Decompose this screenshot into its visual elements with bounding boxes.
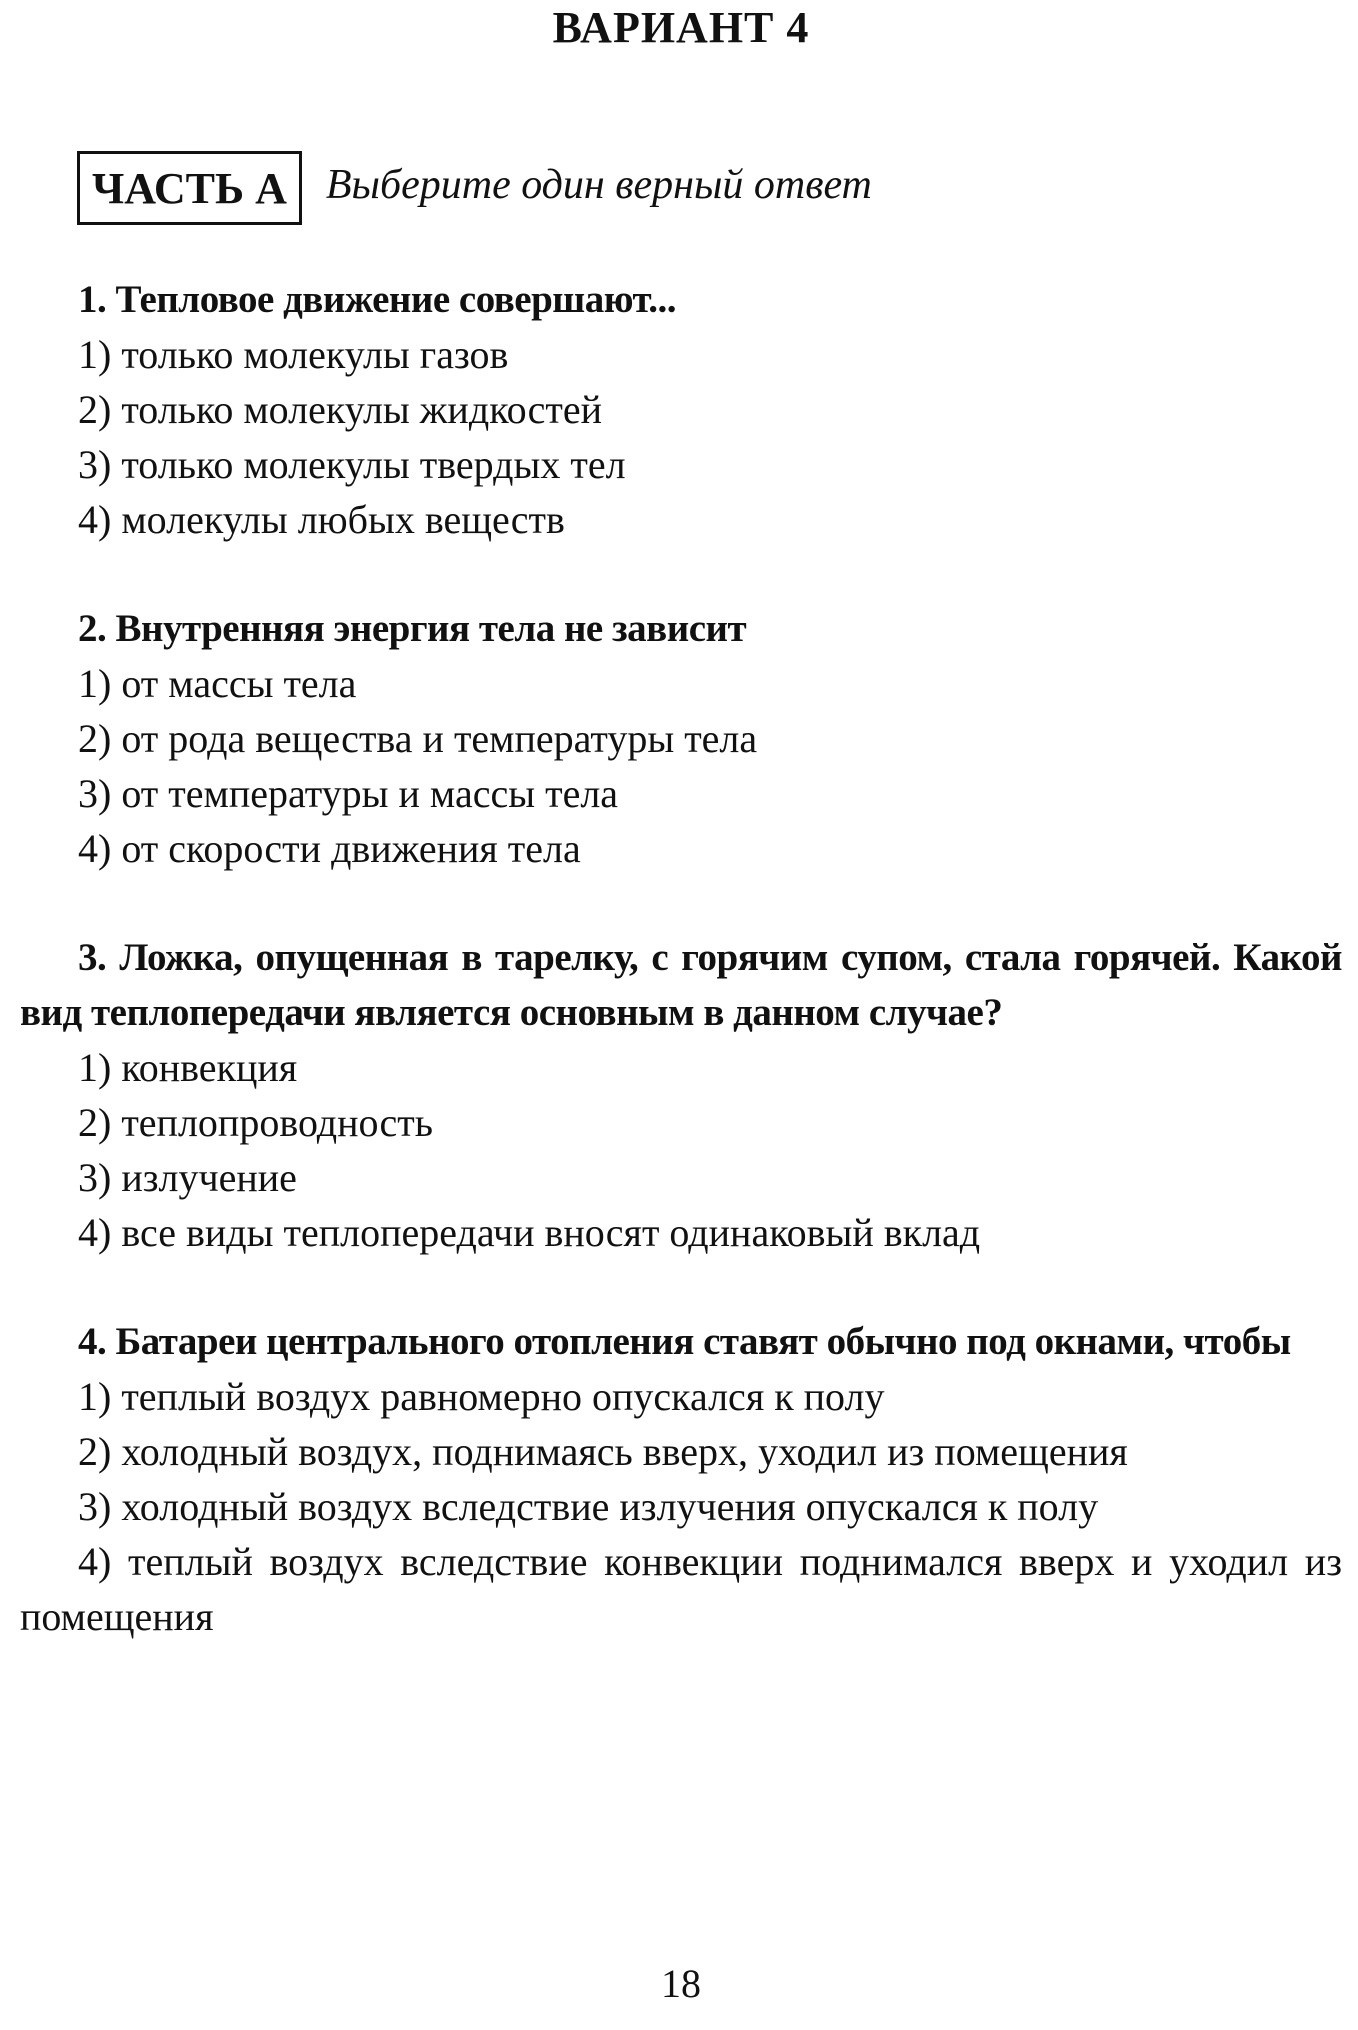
answer-option: 4) от скорости движения тела — [78, 826, 581, 871]
answer-option: 4) теплый воздух вследствие конвекции поднимался вверх и уходил из помещения — [20, 1539, 1342, 1639]
answer-option: 2) теплопроводность — [78, 1100, 434, 1145]
question-3 — [20, 930, 1342, 1260]
question-stem: 3. Ложка, опущенная в тарелку, с горячим супом, стала горячей. Какой вид теплопередачи является основным в данном случае? — [20, 936, 1342, 1034]
answer-option: 1) конвекция — [78, 1045, 298, 1090]
answer-option: 4) все виды теплопередачи вносят одинаковый вклад — [78, 1210, 981, 1255]
question-stem: 4. Батареи центрального отопления ставят обычно под окнами, чтобы — [78, 1320, 1291, 1363]
answer-option: 3) только молекулы твердых тел — [78, 442, 626, 487]
variant-title: ВАРИАНТ 4 — [552, 3, 810, 52]
answer-option: 3) излучение — [78, 1155, 297, 1200]
answer-option: 4) молекулы любых веществ — [78, 497, 565, 542]
answer-option: 2) холодный воздух, поднимаясь вверх, уходил из помещения — [78, 1429, 1128, 1474]
part-header — [77, 152, 872, 224]
question-stem: 1. Тепловое движение совершают... — [78, 278, 676, 321]
question-stem: 2. Внутренняя энергия тела не зависит — [78, 607, 747, 650]
question-1 — [20, 272, 1342, 547]
question-4 — [20, 1314, 1342, 1644]
answer-option: 2) только молекулы жидкостей — [78, 387, 602, 432]
answer-option: 3) от температуры и массы тела — [78, 771, 619, 816]
answer-option: 3) холодный воздух вследствие излучения опускался к полу — [78, 1484, 1099, 1529]
part-label-box: ЧАСТЬ А — [77, 151, 302, 225]
answer-option: 1) от массы тела — [78, 661, 357, 706]
answer-option: 2) от рода вещества и температуры тела — [78, 716, 758, 761]
page — [20, 0, 1342, 2030]
answer-option: 1) теплый воздух равномерно опускался к полу — [78, 1374, 885, 1419]
answer-option: 1) только молекулы газов — [78, 332, 509, 377]
question-2 — [20, 601, 1342, 876]
part-instruction: Выберите один верный ответ — [325, 162, 872, 208]
question-list — [20, 272, 1342, 1698]
page-number: 18 — [661, 1961, 701, 2006]
